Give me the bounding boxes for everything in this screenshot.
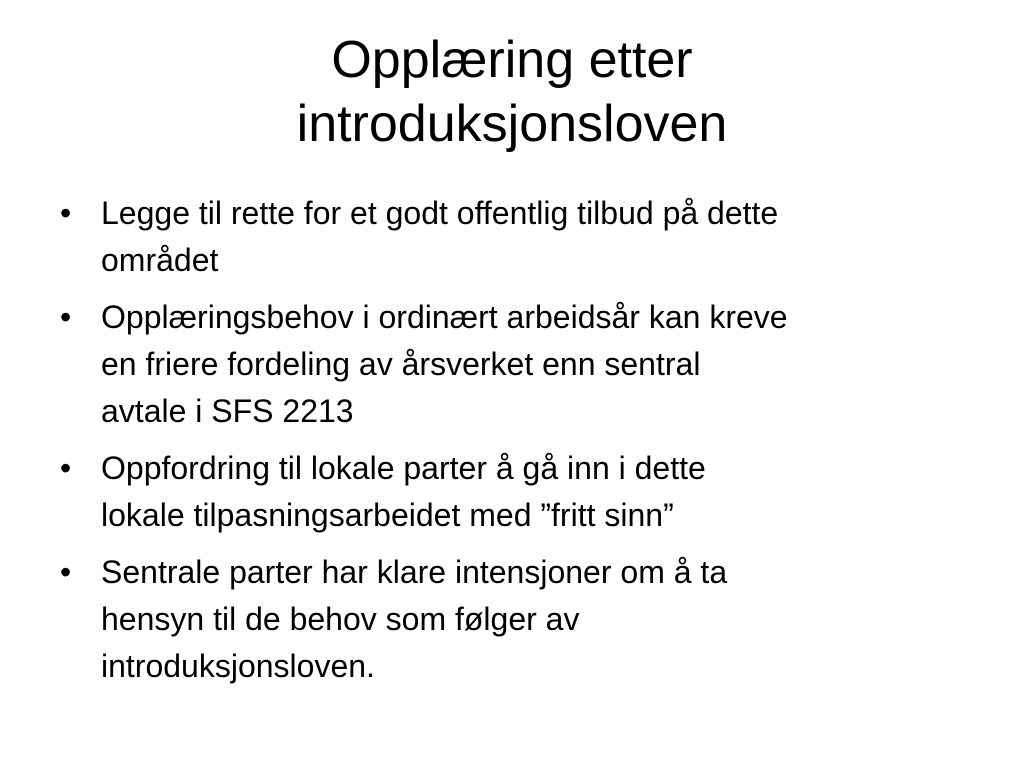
bullet-line: Oppfordring til lokale parter å gå inn i dette <box>101 450 706 486</box>
bullet-line: hensyn til de behov som følger av <box>101 601 580 637</box>
slide-title <box>60 28 964 156</box>
bullet-dot-icon: • <box>60 554 72 590</box>
bullet-line: Opplæringsbehov i ordinært arbeidsår kan kreve <box>101 299 788 335</box>
bullet-item <box>56 549 976 690</box>
bullet-dot-icon: • <box>60 450 72 486</box>
bullet-item <box>56 190 976 284</box>
bullet-dot-icon: • <box>60 195 72 231</box>
bullet-item <box>56 294 976 435</box>
bullet-text <box>101 549 976 690</box>
bullet-line: Sentrale parter har klare intensjoner om å ta <box>101 554 728 590</box>
bullet-list <box>56 190 976 700</box>
bullet-text <box>101 445 976 539</box>
bullet-line: avtale i SFS 2213 <box>101 393 354 429</box>
bullet-line: lokale tilpasningsarbeidet med ”fritt sinn” <box>101 497 674 533</box>
slide-title-line: introduksjonsloven <box>296 95 728 153</box>
bullet-item <box>56 445 976 539</box>
bullet-text <box>101 190 976 284</box>
bullet-line: Legge til rette for et godt offentlig tilbud på dette <box>101 195 779 231</box>
bullet-line: området <box>101 242 219 278</box>
bullet-line: en friere fordeling av årsverket enn sentral <box>101 346 701 382</box>
bullet-text <box>101 294 976 435</box>
slide-title-line: Opplæring etter <box>331 31 693 89</box>
bullet-dot-icon: • <box>60 299 72 335</box>
bullet-line: introduksjonsloven. <box>101 648 375 684</box>
